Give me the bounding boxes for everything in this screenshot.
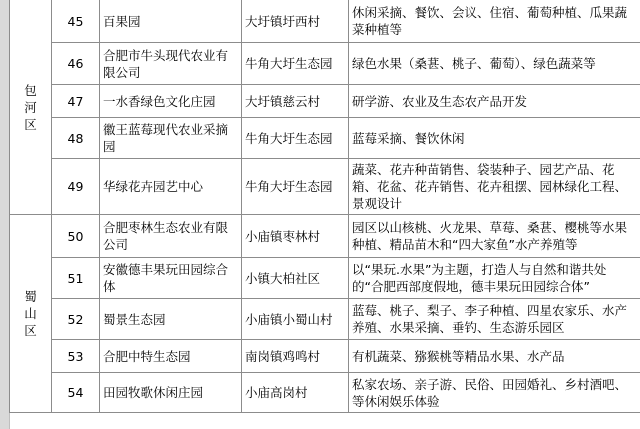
park-location: 小庙镇枣林村 <box>242 215 349 258</box>
park-description: 有机蔬菜、猕猴桃等精品水果、水产品 <box>349 340 640 373</box>
district-char: 蜀 <box>24 289 37 304</box>
district-char: 区 <box>24 116 37 132</box>
park-description: 休闲采摘、餐饮、会议、住宿、葡萄种植、瓜果蔬菜种植等 <box>349 0 640 43</box>
park-location: 牛角大圩生态园 <box>242 43 349 85</box>
row-number: 53 <box>52 340 100 373</box>
table-row <box>10 159 640 215</box>
park-description: 园区以山核桃、火龙果、草莓、桑葚、樱桃等水果种植、精品苗木和“四大家鱼”水产养殖等 <box>349 215 640 258</box>
table-row <box>10 43 640 85</box>
row-number: 52 <box>52 299 100 340</box>
table-row <box>10 118 640 159</box>
park-location: 南岗镇鸡鸣村 <box>242 340 349 373</box>
park-location: 大圩镇慈云村 <box>242 85 349 118</box>
park-location: 大圩镇圩西村 <box>242 0 349 43</box>
row-number: 48 <box>52 118 100 159</box>
row-number: 50 <box>52 215 100 258</box>
district-char: 区 <box>24 323 37 338</box>
row-number: 54 <box>52 373 100 413</box>
park-location: 小庙高岗村 <box>242 373 349 413</box>
district-char: 河 <box>24 99 37 115</box>
table-row <box>10 0 640 43</box>
park-name: 合肥枣林生态农业有限公司 <box>100 215 242 258</box>
park-location: 小庙镇小蜀山村 <box>242 299 349 340</box>
park-description: 蓝莓、桃子、梨子、李子种植、四星农家乐、水产养殖、水果采摘、垂钓、生态游乐园区 <box>349 299 640 340</box>
park-description: 以“果玩.水果”为主题，打造人与自然和谐共处的“合肥西部度假地，德丰果玩田园综合体” <box>349 258 640 299</box>
table-row <box>10 373 640 413</box>
row-number: 51 <box>52 258 100 299</box>
park-name: 合肥市牛头现代农业有限公司 <box>100 43 242 85</box>
table-row <box>10 215 640 258</box>
park-name: 蜀景生态园 <box>100 299 242 340</box>
row-number: 49 <box>52 159 100 215</box>
district-cell <box>10 0 52 215</box>
row-number: 47 <box>52 85 100 118</box>
district-char: 山 <box>24 306 37 321</box>
row-number: 45 <box>52 0 100 43</box>
row-number: 46 <box>52 43 100 85</box>
district-char: 包 <box>24 82 37 98</box>
park-description: 私家农场、亲子游、民俗、田园婚礼、乡村酒吧、等休闲娱乐体验 <box>349 373 640 413</box>
park-name: 合肥中特生态园 <box>100 340 242 373</box>
park-name: 一水香绿色文化庄园 <box>100 85 242 118</box>
table-row <box>10 299 640 340</box>
park-description: 研学游、农业及生态农产品开发 <box>349 85 640 118</box>
park-location: 小镇大柏社区 <box>242 258 349 299</box>
park-name: 华绿花卉园艺中心 <box>100 159 242 215</box>
park-description: 蔬菜、花卉种苗销售、袋装种子、园艺产品、花箱、花盆、花卉销售、花卉租摆、园林绿化工程、景观设计 <box>349 159 640 215</box>
table-row <box>10 258 640 299</box>
park-name: 安徽德丰果玩田园综合体 <box>100 258 242 299</box>
park-name: 徽王蓝莓现代农业采摘园 <box>100 118 242 159</box>
table-row <box>10 85 640 118</box>
park-location: 牛角大圩生态园 <box>242 159 349 215</box>
district-cell <box>10 215 52 413</box>
park-location: 牛角大圩生态园 <box>242 118 349 159</box>
park-description: 蓝莓采摘、餐饮休闲 <box>349 118 640 159</box>
park-name: 百果园 <box>100 0 242 43</box>
park-name: 田园牧歌休闲庄园 <box>100 373 242 413</box>
farm-parks-table <box>9 0 640 413</box>
table-row <box>10 340 640 373</box>
park-description: 绿色水果（桑葚、桃子、葡萄）、绿色蔬菜等 <box>349 43 640 85</box>
